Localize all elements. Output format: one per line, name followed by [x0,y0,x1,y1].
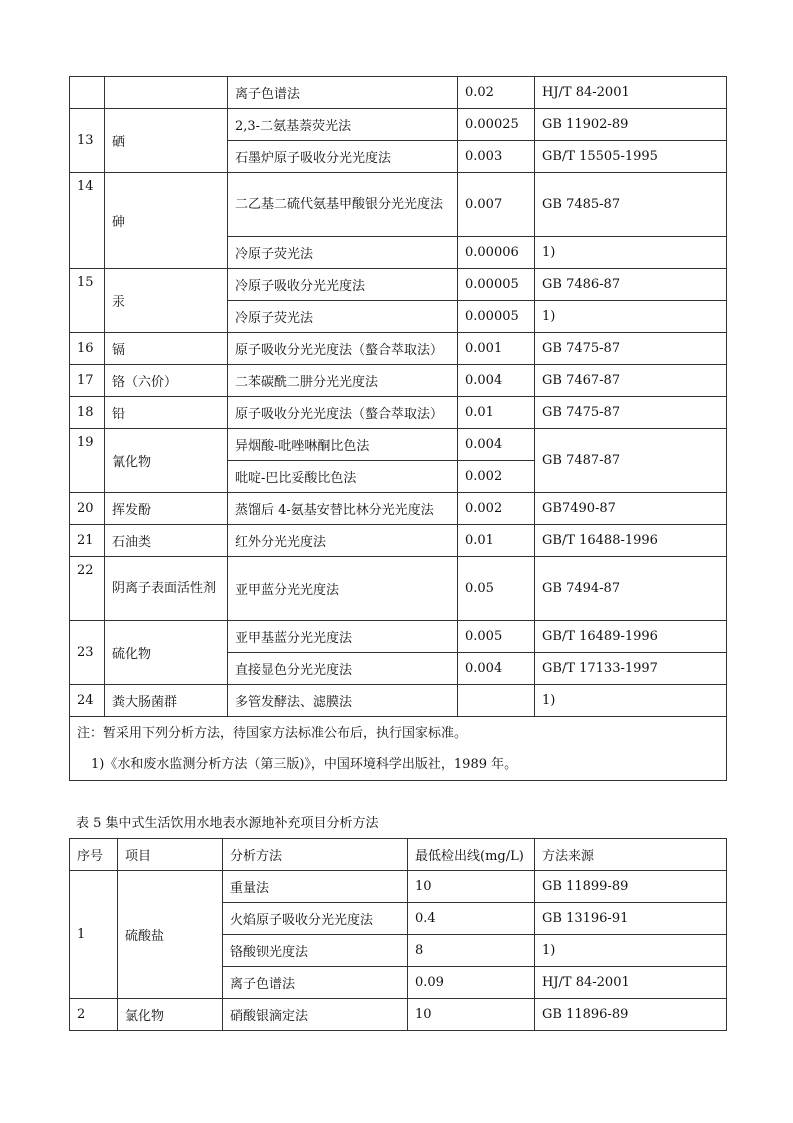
cell-no: 14 [70,173,105,269]
cell-source: GB 7486-87 [535,269,727,301]
cell-method: 2,3-二氨基萘荧光法 [228,109,458,141]
table-row [70,365,727,397]
cell-limit [458,685,535,717]
cell-source: GB 11896-89 [535,999,727,1031]
cell-limit: 8 [408,935,535,967]
cell-item [105,77,228,109]
table-row [70,333,727,365]
table-5-title: 表 5 集中式生活饮用水地表水源地补充项目分析方法 [76,816,379,831]
cell-limit: 0.004 [458,653,535,685]
cell-limit: 0.005 [458,621,535,653]
cell-no: 2 [70,999,118,1031]
cell-method: 原子吸收分光光度法（螯合萃取法） [228,333,458,365]
table-row [70,493,727,525]
cell-source: HJ/T 84-2001 [535,77,727,109]
cell-limit: 10 [408,871,535,903]
cell-item: 挥发酚 [105,493,228,525]
cell-no: 21 [70,525,105,557]
table-row [70,397,727,429]
cell-limit: 0.004 [458,429,535,461]
cell-item: 砷 [105,173,228,269]
table-5 [69,838,727,1031]
footnote-text: 1)《水和废水监测分析方法（第三版)》，中国环境科学出版社，1989 年。 [91,757,518,772]
cell-source: GB 7467-87 [535,365,727,397]
cell-method: 异烟酸-吡唑啉酮比色法 [228,429,458,461]
table-row [70,269,727,301]
cell-method: 硝酸银滴定法 [223,999,408,1031]
cell-item: 粪大肠菌群 [105,685,228,717]
cell-item: 阴离子表面活性剂 [105,557,228,621]
table-note [70,717,727,781]
cell-item: 镉 [105,333,228,365]
cell-source: 1) [535,301,727,333]
header-source: 方法来源 [535,839,727,871]
table-row [70,525,727,557]
cell-item: 铬（六价） [105,365,228,397]
cell-method: 二乙基二硫代氨基甲酸银分光光度法 [228,173,458,237]
cell-limit: 0.002 [458,493,535,525]
cell-source: GB7490-87 [535,493,727,525]
cell-method: 冷原子荧光法 [228,237,458,269]
cell-limit: 0.00005 [458,269,535,301]
table-row [70,173,727,237]
cell-source: GB 7487-87 [535,429,727,493]
cell-no: 18 [70,397,105,429]
cell-source: GB 11899-89 [535,871,727,903]
cell-method: 亚甲蓝分光光度法 [228,557,458,621]
cell-no: 17 [70,365,105,397]
note-text: 注：暂采用下列分析方法，待国家方法标准公布后，执行国家标准。 [77,726,468,741]
cell-source: 1) [535,685,727,717]
cell-source: 1) [535,935,727,967]
cell-source: GB/T 16488-1996 [535,525,727,557]
cell-source: HJ/T 84-2001 [535,967,727,999]
cell-no [70,77,105,109]
cell-limit: 0.00006 [458,237,535,269]
cell-limit: 0.001 [458,333,535,365]
cell-method: 火焰原子吸收分光光度法 [223,903,408,935]
cell-item: 汞 [105,269,228,333]
cell-source: GB 7475-87 [535,397,727,429]
cell-method: 离子色谱法 [223,967,408,999]
cell-no: 1 [70,871,118,999]
cell-method: 重量法 [223,871,408,903]
cell-source: GB 7475-87 [535,333,727,365]
cell-no: 20 [70,493,105,525]
table-row [70,999,727,1031]
cell-item: 铅 [105,397,228,429]
cell-no: 22 [70,557,105,621]
table-row [70,557,727,621]
header-method: 分析方法 [223,839,408,871]
table-row [70,621,727,653]
cell-source: GB/T 17133-1997 [535,653,727,685]
table-row [70,77,727,109]
cell-method: 冷原子荧光法 [228,301,458,333]
table-note-row [70,717,727,781]
cell-limit: 0.002 [458,461,535,493]
table-row [70,685,727,717]
cell-method: 直接显色分光光度法 [228,653,458,685]
cell-source: GB 13196-91 [535,903,727,935]
cell-source: GB 7485-87 [535,173,727,237]
cell-limit: 0.05 [458,557,535,621]
cell-limit: 10 [408,999,535,1031]
table-row [70,871,727,903]
cell-item: 氰化物 [105,429,228,493]
cell-method: 亚甲基蓝分光光度法 [228,621,458,653]
cell-limit: 0.02 [458,77,535,109]
cell-item: 石油类 [105,525,228,557]
cell-method: 离子色谱法 [228,77,458,109]
header-item: 项目 [118,839,223,871]
cell-item: 硫酸盐 [118,871,223,999]
cell-limit: 0.00005 [458,301,535,333]
cell-method: 冷原子吸收分光光度法 [228,269,458,301]
cell-method: 石墨炉原子吸收分光光度法 [228,141,458,173]
cell-method: 原子吸收分光光度法（螯合萃取法） [228,397,458,429]
table-row [70,109,727,141]
cell-source: GB 7494-87 [535,557,727,621]
cell-no: 16 [70,333,105,365]
cell-no: 15 [70,269,105,333]
cell-limit: 0.00025 [458,109,535,141]
cell-item: 硒 [105,109,228,173]
cell-source: 1) [535,237,727,269]
cell-limit: 0.4 [408,903,535,935]
cell-limit: 0.01 [458,397,535,429]
cell-limit: 0.01 [458,525,535,557]
cell-source: GB 11902-89 [535,109,727,141]
header-no: 序号 [70,839,118,871]
cell-no: 23 [70,621,105,685]
header-limit: 最低检出线(mg/L) [408,839,535,871]
table-row [70,429,727,461]
cell-method: 蒸馏后 4-氨基安替比林分光光度法 [228,493,458,525]
cell-no: 19 [70,429,105,493]
cell-method: 红外分光光度法 [228,525,458,557]
cell-source: GB/T 16489-1996 [535,621,727,653]
cell-limit: 0.004 [458,365,535,397]
cell-limit: 0.003 [458,141,535,173]
table-header-row [70,839,727,871]
cell-item: 硫化物 [105,621,228,685]
cell-method: 多管发酵法、滤膜法 [228,685,458,717]
cell-method: 吡啶-巴比妥酸比色法 [228,461,458,493]
cell-item: 氯化物 [118,999,223,1031]
cell-method: 铬酸钡光度法 [223,935,408,967]
cell-limit: 0.007 [458,173,535,237]
cell-method: 二苯碳酰二肼分光光度法 [228,365,458,397]
cell-limit: 0.09 [408,967,535,999]
cell-no: 13 [70,109,105,173]
table-4-continued [69,76,727,781]
cell-source: GB/T 15505-1995 [535,141,727,173]
cell-no: 24 [70,685,105,717]
